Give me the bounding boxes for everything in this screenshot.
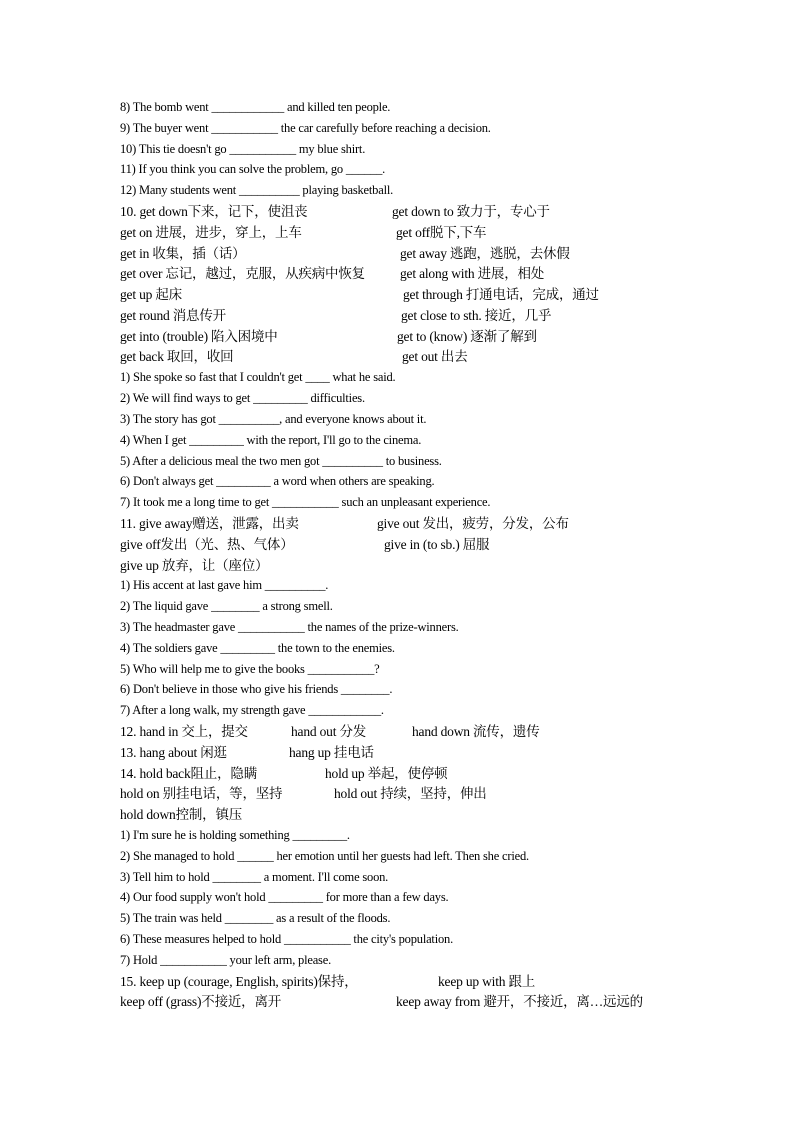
- phrase-left: 15. keep up (courage, English, spirits)保持，: [120, 974, 358, 989]
- phrase-line: [120, 555, 268, 576]
- text-line: [120, 929, 453, 950]
- phrase-right: get to (know) 逐渐了解到: [397, 329, 537, 344]
- phrase-right: keep up with 跟上: [438, 974, 536, 989]
- phrase-right: hold out 持续，坚持，伸出: [334, 786, 487, 801]
- text-line: [120, 617, 459, 638]
- line-text: 5) The train was held ________ as a result of the floods.: [120, 911, 391, 925]
- text-line: [120, 887, 448, 908]
- text-line: [120, 159, 385, 180]
- phrase-left: 12. hand in 交上，提交: [120, 724, 248, 739]
- line-text: 11) If you think you can solve the problem, go ______.: [120, 162, 386, 176]
- text-line: [120, 596, 333, 617]
- phrase-left: get in 收集，插（话）: [120, 246, 246, 261]
- line-text: 2) The liquid gave ________ a strong smell.: [120, 599, 333, 613]
- text-line: [120, 638, 395, 659]
- line-text: 4) When I get _________ with the report, I'll go to the cinema.: [120, 433, 422, 447]
- phrase-line: [120, 534, 490, 555]
- line-text: 6) These measures helped to hold ___________ the city's population.: [120, 932, 454, 946]
- phrase-left: give off发出（光、热、气体）: [120, 537, 294, 552]
- phrase-right: get away 逃跑，逃脱，去休假: [400, 246, 570, 261]
- phrase-left: 13. hang about 闲逛: [120, 745, 227, 760]
- phrase-left: get into (trouble) 陷入困境中: [120, 329, 278, 344]
- text-line: [120, 492, 490, 513]
- line-text: 3) Tell him to hold ________ a moment. I'll come soon.: [120, 870, 389, 884]
- phrase-line: [120, 804, 242, 825]
- phrase-line: [120, 305, 552, 326]
- phrase-line: [120, 742, 374, 763]
- text-line: [120, 659, 380, 680]
- text-line: [120, 846, 529, 867]
- phrase-right: get out 出去: [402, 349, 468, 364]
- phrase-left: get on 进展，进步，穿上，上车: [120, 225, 302, 240]
- line-text: 5) After a delicious meal the two men got __________ to business.: [120, 454, 442, 468]
- phrase-left: hold on 别挂电话，等，坚持: [120, 786, 283, 801]
- text-line: [120, 471, 434, 492]
- phrase-right: get along with 进展，相处: [400, 266, 545, 281]
- phrase-left: 10. get down下来，记下，使沮丧: [120, 204, 308, 219]
- phrase-right: hold up 举起，使停顿: [325, 766, 448, 781]
- phrase-right: keep away from 避开，不接近，离…远远的: [396, 994, 643, 1009]
- line-text: 7) It took me a long time to get ___________ such an unpleasant experience.: [120, 495, 491, 509]
- text-line: [120, 950, 331, 971]
- text-line: [120, 409, 426, 430]
- line-text: 3) The headmaster gave ___________ the names of the prize-winners.: [120, 620, 459, 634]
- line-text: 5) Who will help me to give the books ___________?: [120, 662, 380, 676]
- line-text: 1) She spoke so fast that I couldn't get ____ what he said.: [120, 370, 396, 384]
- phrase-right: give in (to sb.) 屈服: [384, 537, 490, 552]
- phrase-left: 11. give away赠送，泄露，出卖: [120, 516, 299, 531]
- line-text: 1) His accent at last gave him __________.: [120, 578, 329, 592]
- text-line: [120, 180, 393, 201]
- phrase-left: give up 放弃，让（座位）: [120, 558, 269, 573]
- phrase-left: get over 忘记，越过，克服，从疾病中恢复: [120, 266, 365, 281]
- line-text: 3) The story has got __________, and everyone knows about it.: [120, 412, 427, 426]
- phrase-line: [120, 783, 487, 804]
- line-text: 8) The bomb went ____________ and killed ten people.: [120, 100, 391, 114]
- line-text: 2) We will find ways to get _________ difficulties.: [120, 391, 365, 405]
- phrase-line: [120, 763, 448, 784]
- line-text: 1) I'm sure he is holding something _________.: [120, 828, 350, 842]
- phrase-left: get round 消息传开: [120, 308, 226, 323]
- line-text: 6) Don't always get _________ a word when others are speaking.: [120, 474, 435, 488]
- phrase-left: 14. hold back阻止，隐瞒: [120, 766, 258, 781]
- phrase-left: keep off (grass)不接近，离开: [120, 994, 282, 1009]
- text-line: [120, 575, 328, 596]
- text-line: [120, 430, 421, 451]
- text-line: [120, 367, 395, 388]
- text-line: [120, 867, 388, 888]
- line-text: 7) Hold ___________ your left arm, please.: [120, 953, 331, 967]
- text-line: [120, 700, 384, 721]
- phrase-right: hand down 流传，遗传: [412, 724, 540, 739]
- line-text: 10) This tie doesn't go ___________ my blue shirt.: [120, 142, 366, 156]
- phrase-right: give out 发出，疲劳，分发，公布: [377, 516, 569, 531]
- text-line: [120, 908, 390, 929]
- text-line: [120, 97, 390, 118]
- line-text: 12) Many students went __________ playing basketball.: [120, 183, 394, 197]
- phrase-line: [120, 991, 643, 1012]
- line-text: 2) She managed to hold ______ her emotion until her guests had left. Then she cried.: [120, 849, 529, 863]
- phrase-line: [120, 971, 536, 992]
- phrase-right: get off脱下,下车: [396, 225, 487, 240]
- line-text: 4) The soldiers gave _________ the town to the enemies.: [120, 641, 395, 655]
- phrase-right: get through 打通电话，完成，通过: [403, 287, 599, 302]
- line-text: 4) Our food supply won't hold _________ for more than a few days.: [120, 890, 449, 904]
- phrase-line: [120, 346, 468, 367]
- phrase-right: get down to 致力于，专心于: [392, 204, 550, 219]
- phrase-line: [120, 513, 569, 534]
- line-text: 7) After a long walk, my strength gave ____________.: [120, 703, 384, 717]
- phrase-left: get back 取回，收回: [120, 349, 234, 364]
- phrase-line: [120, 243, 570, 264]
- text-line: [120, 679, 392, 700]
- text-line: [120, 825, 350, 846]
- text-line: [120, 388, 365, 409]
- phrase-right: get close to sth. 接近，几乎: [401, 308, 552, 323]
- phrase-left: get up 起床: [120, 287, 182, 302]
- text-line: [120, 139, 365, 160]
- phrase-line: [120, 284, 599, 305]
- line-text: 9) The buyer went ___________ the car carefully before reaching a decision.: [120, 121, 491, 135]
- phrase-right: hang up 挂电话: [289, 745, 374, 760]
- phrase-line: [120, 201, 550, 222]
- phrase-line: [120, 326, 537, 347]
- text-line: [120, 451, 442, 472]
- phrase-line: [120, 263, 545, 284]
- phrase-middle: hand out 分发: [291, 724, 367, 739]
- phrase-line: [120, 222, 487, 243]
- phrase-left: hold down控制，镇压: [120, 807, 243, 822]
- line-text: 6) Don't believe in those who give his friends ________.: [120, 682, 393, 696]
- phrase-line: [120, 721, 540, 742]
- text-line: [120, 118, 491, 139]
